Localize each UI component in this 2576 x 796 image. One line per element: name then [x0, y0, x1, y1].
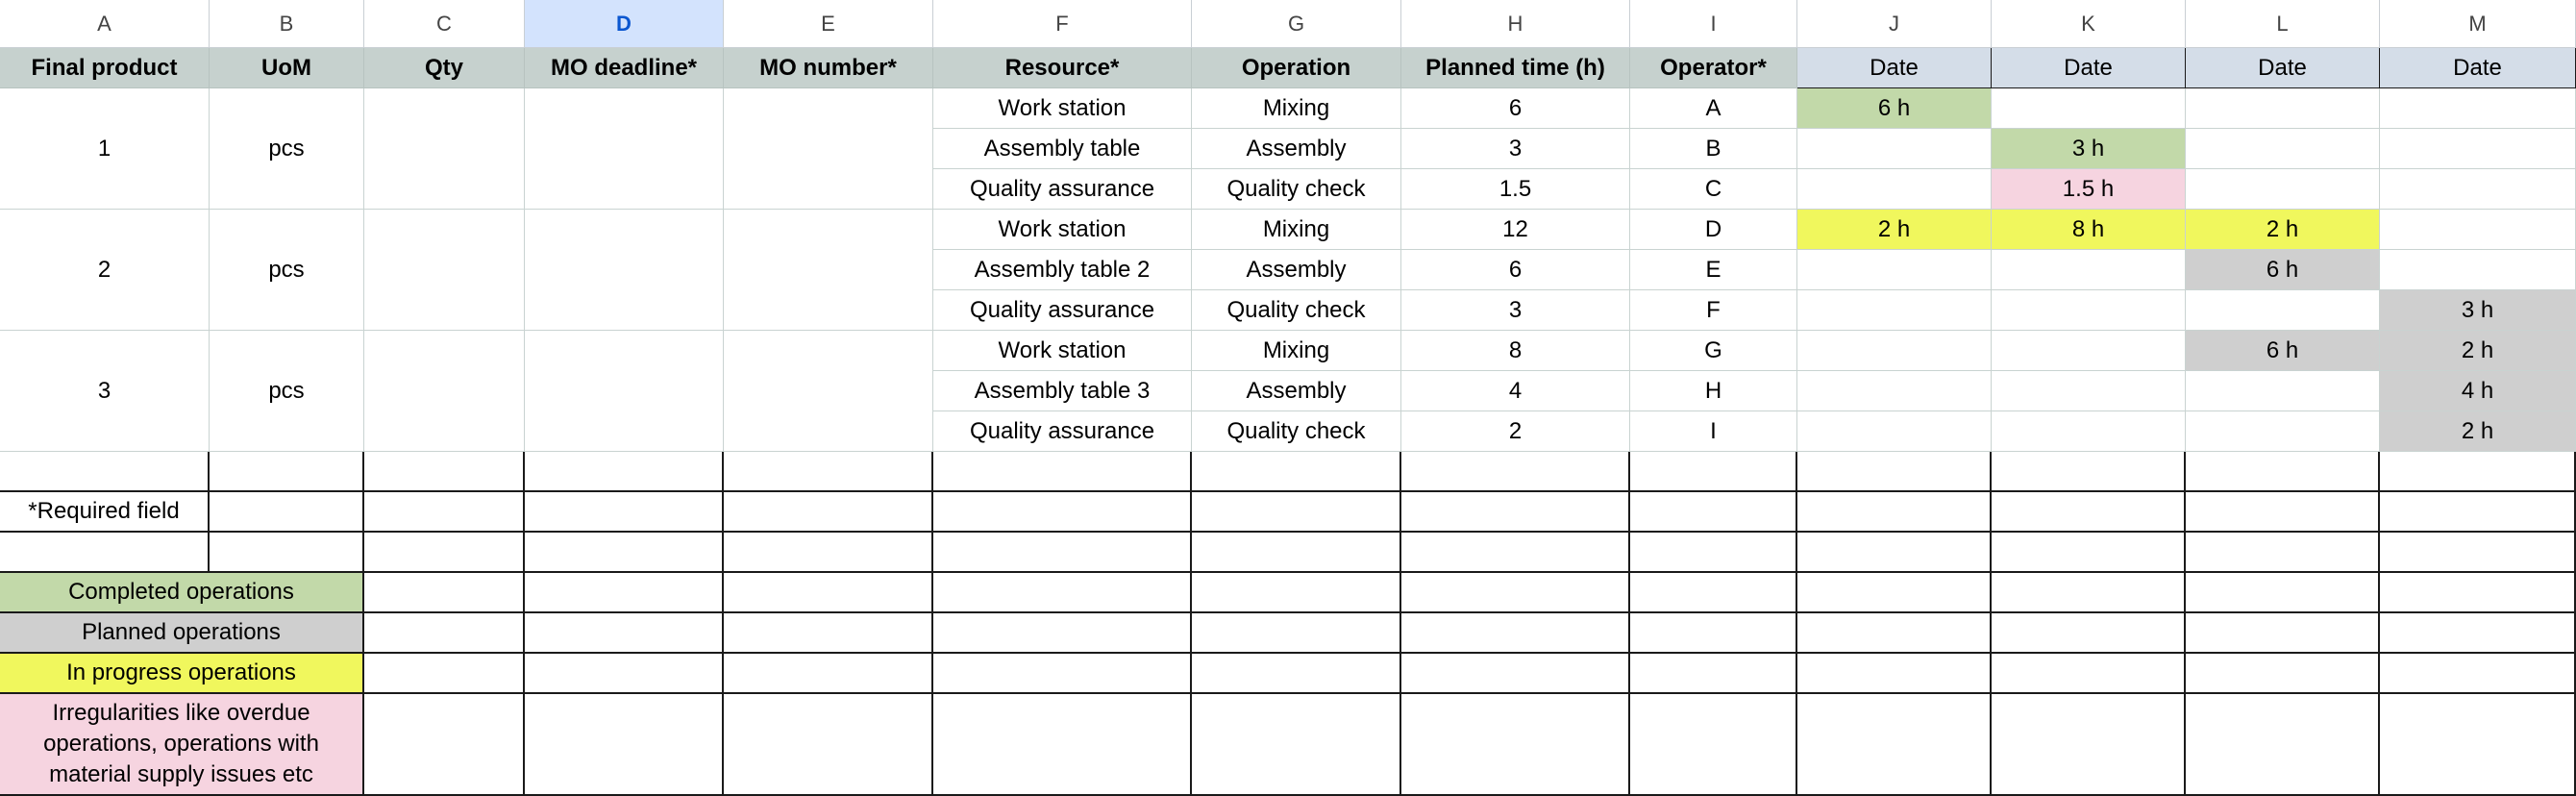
- empty-cell[interactable]: [1992, 533, 2186, 573]
- empty-cell[interactable]: [933, 533, 1192, 573]
- empty-cell[interactable]: [1630, 654, 1797, 694]
- empty-cell[interactable]: [210, 533, 364, 573]
- empty-cell[interactable]: [2186, 654, 2380, 694]
- operation-operator-cell[interactable]: D: [1630, 210, 1797, 250]
- empty-cell[interactable]: [2186, 694, 2380, 796]
- empty-cell[interactable]: [364, 452, 525, 492]
- schedule-cell[interactable]: [1797, 371, 1992, 411]
- product-qty-cell[interactable]: [364, 88, 525, 210]
- empty-cell[interactable]: [2380, 573, 2576, 613]
- empty-cell[interactable]: [1797, 533, 1992, 573]
- schedule-cell[interactable]: [2380, 250, 2576, 290]
- schedule-cell[interactable]: [1797, 250, 1992, 290]
- schedule-cell[interactable]: [2186, 169, 2380, 210]
- operation-operation-cell[interactable]: Quality check: [1192, 411, 1401, 452]
- empty-cell[interactable]: [724, 613, 933, 654]
- product-mo-deadline-cell[interactable]: [525, 331, 724, 452]
- empty-cell[interactable]: [933, 654, 1192, 694]
- operation-resource-cell[interactable]: Assembly table: [933, 129, 1192, 169]
- product-qty-cell[interactable]: [364, 331, 525, 452]
- schedule-cell[interactable]: [1992, 250, 2186, 290]
- schedule-cell[interactable]: 4 h: [2380, 371, 2576, 411]
- empty-cell[interactable]: [2380, 452, 2576, 492]
- product-mo-deadline-cell[interactable]: [525, 210, 724, 331]
- operation-operator-cell[interactable]: I: [1630, 411, 1797, 452]
- empty-cell[interactable]: [1992, 452, 2186, 492]
- empty-cell[interactable]: [2380, 694, 2576, 796]
- column-header-e[interactable]: E: [724, 0, 933, 48]
- empty-cell[interactable]: [933, 613, 1192, 654]
- empty-cell[interactable]: [210, 452, 364, 492]
- operation-resource-cell[interactable]: Work station: [933, 331, 1192, 371]
- product-mo-number-cell[interactable]: [724, 210, 933, 331]
- schedule-cell[interactable]: [1992, 411, 2186, 452]
- empty-cell[interactable]: [1192, 613, 1401, 654]
- header-cell[interactable]: Date: [2186, 48, 2380, 88]
- empty-cell[interactable]: [1797, 573, 1992, 613]
- operation-planned-time-cell[interactable]: 3: [1401, 290, 1630, 331]
- operation-planned-time-cell[interactable]: 2: [1401, 411, 1630, 452]
- column-header-a[interactable]: A: [0, 0, 210, 48]
- empty-cell[interactable]: [1401, 492, 1630, 533]
- product-final-product-cell[interactable]: 1: [0, 88, 210, 210]
- empty-cell[interactable]: [525, 452, 724, 492]
- schedule-cell[interactable]: 3 h: [2380, 290, 2576, 331]
- empty-cell[interactable]: [1630, 492, 1797, 533]
- schedule-cell[interactable]: 6 h: [2186, 331, 2380, 371]
- operation-operation-cell[interactable]: Assembly: [1192, 371, 1401, 411]
- column-header-f[interactable]: F: [933, 0, 1192, 48]
- header-cell[interactable]: Planned time (h): [1401, 48, 1630, 88]
- operation-operation-cell[interactable]: Mixing: [1192, 210, 1401, 250]
- operation-resource-cell[interactable]: Quality assurance: [933, 411, 1192, 452]
- operation-resource-cell[interactable]: Quality assurance: [933, 169, 1192, 210]
- product-qty-cell[interactable]: [364, 210, 525, 331]
- product-final-product-cell[interactable]: 2: [0, 210, 210, 331]
- header-cell[interactable]: Operation: [1192, 48, 1401, 88]
- operation-operator-cell[interactable]: F: [1630, 290, 1797, 331]
- schedule-cell[interactable]: [1992, 290, 2186, 331]
- operation-operator-cell[interactable]: B: [1630, 129, 1797, 169]
- empty-cell[interactable]: [1630, 613, 1797, 654]
- operation-operation-cell[interactable]: Assembly: [1192, 129, 1401, 169]
- schedule-cell[interactable]: [1992, 331, 2186, 371]
- empty-cell[interactable]: [210, 492, 364, 533]
- header-cell[interactable]: Qty: [364, 48, 525, 88]
- empty-cell[interactable]: [364, 613, 525, 654]
- operation-resource-cell[interactable]: Quality assurance: [933, 290, 1192, 331]
- empty-cell[interactable]: [1992, 613, 2186, 654]
- product-uom-cell[interactable]: pcs: [210, 210, 364, 331]
- schedule-cell[interactable]: 2 h: [2186, 210, 2380, 250]
- empty-cell[interactable]: [1401, 573, 1630, 613]
- column-header-j[interactable]: J: [1797, 0, 1992, 48]
- empty-cell[interactable]: [2380, 613, 2576, 654]
- header-cell[interactable]: MO deadline*: [525, 48, 724, 88]
- column-header-l[interactable]: L: [2186, 0, 2380, 48]
- operation-planned-time-cell[interactable]: 1.5: [1401, 169, 1630, 210]
- product-mo-number-cell[interactable]: [724, 331, 933, 452]
- schedule-cell[interactable]: [1797, 411, 1992, 452]
- operation-planned-time-cell[interactable]: 4: [1401, 371, 1630, 411]
- empty-cell[interactable]: [1192, 573, 1401, 613]
- empty-cell[interactable]: [525, 533, 724, 573]
- schedule-cell[interactable]: [2186, 290, 2380, 331]
- schedule-cell[interactable]: 6 h: [2186, 250, 2380, 290]
- header-cell[interactable]: Date: [1797, 48, 1992, 88]
- operation-operator-cell[interactable]: H: [1630, 371, 1797, 411]
- empty-cell[interactable]: [724, 533, 933, 573]
- empty-cell[interactable]: [2380, 492, 2576, 533]
- empty-cell[interactable]: [724, 452, 933, 492]
- operation-planned-time-cell[interactable]: 8: [1401, 331, 1630, 371]
- operation-operator-cell[interactable]: C: [1630, 169, 1797, 210]
- legend-irregular: Irregularities like overdue operations, operations with material supply issues etc: [0, 694, 364, 796]
- column-header-d[interactable]: D: [525, 0, 724, 48]
- schedule-cell[interactable]: [2186, 371, 2380, 411]
- empty-cell[interactable]: [364, 573, 525, 613]
- empty-cell[interactable]: [525, 654, 724, 694]
- schedule-cell[interactable]: 2 h: [1797, 210, 1992, 250]
- empty-cell[interactable]: [525, 613, 724, 654]
- empty-cell[interactable]: [724, 492, 933, 533]
- empty-cell[interactable]: [1401, 654, 1630, 694]
- empty-cell[interactable]: [1401, 452, 1630, 492]
- column-header-c[interactable]: C: [364, 0, 525, 48]
- schedule-cell[interactable]: [2186, 129, 2380, 169]
- required-field-note: *Required field: [0, 492, 210, 533]
- empty-cell[interactable]: [1992, 694, 2186, 796]
- column-header-k[interactable]: K: [1992, 0, 2186, 48]
- empty-cell[interactable]: [1630, 573, 1797, 613]
- operation-operation-cell[interactable]: Mixing: [1192, 331, 1401, 371]
- schedule-cell[interactable]: [2186, 411, 2380, 452]
- operation-operator-cell[interactable]: E: [1630, 250, 1797, 290]
- operation-resource-cell[interactable]: Work station: [933, 210, 1192, 250]
- header-cell[interactable]: Operator*: [1630, 48, 1797, 88]
- schedule-cell[interactable]: 6 h: [1797, 88, 1992, 129]
- empty-cell[interactable]: [1797, 492, 1992, 533]
- empty-cell[interactable]: [1401, 613, 1630, 654]
- header-cell[interactable]: UoM: [210, 48, 364, 88]
- empty-cell[interactable]: [1797, 613, 1992, 654]
- empty-cell[interactable]: [2186, 492, 2380, 533]
- empty-cell[interactable]: [724, 694, 933, 796]
- schedule-cell[interactable]: [2380, 88, 2576, 129]
- legend-progress: In progress operations: [0, 654, 364, 694]
- schedule-cell[interactable]: [1797, 129, 1992, 169]
- column-header-g[interactable]: G: [1192, 0, 1401, 48]
- operation-operator-cell[interactable]: G: [1630, 331, 1797, 371]
- empty-cell[interactable]: [933, 452, 1192, 492]
- operation-planned-time-cell[interactable]: 12: [1401, 210, 1630, 250]
- product-uom-cell[interactable]: pcs: [210, 88, 364, 210]
- empty-cell[interactable]: [1192, 452, 1401, 492]
- operation-operation-cell[interactable]: Assembly: [1192, 250, 1401, 290]
- column-header-b[interactable]: B: [210, 0, 364, 48]
- empty-cell[interactable]: [1992, 654, 2186, 694]
- schedule-cell[interactable]: 8 h: [1992, 210, 2186, 250]
- operation-planned-time-cell[interactable]: 6: [1401, 88, 1630, 129]
- header-cell[interactable]: Date: [2380, 48, 2576, 88]
- empty-cell[interactable]: [2186, 613, 2380, 654]
- column-header-i[interactable]: I: [1630, 0, 1797, 48]
- header-cell[interactable]: Date: [1992, 48, 2186, 88]
- empty-cell[interactable]: [724, 573, 933, 613]
- operation-resource-cell[interactable]: Assembly table 2: [933, 250, 1192, 290]
- empty-cell[interactable]: [1797, 694, 1992, 796]
- empty-cell[interactable]: [525, 573, 724, 613]
- empty-cell[interactable]: [933, 492, 1192, 533]
- empty-cell[interactable]: [933, 694, 1192, 796]
- operation-operator-cell[interactable]: A: [1630, 88, 1797, 129]
- operation-operation-cell[interactable]: Mixing: [1192, 88, 1401, 129]
- empty-cell[interactable]: [2186, 573, 2380, 613]
- empty-cell[interactable]: [364, 654, 525, 694]
- empty-cell[interactable]: [2186, 452, 2380, 492]
- product-uom-cell[interactable]: pcs: [210, 331, 364, 452]
- schedule-cell[interactable]: [1992, 371, 2186, 411]
- empty-cell[interactable]: [1992, 573, 2186, 613]
- schedule-cell[interactable]: [2186, 88, 2380, 129]
- empty-cell[interactable]: [1401, 533, 1630, 573]
- empty-cell[interactable]: [1192, 492, 1401, 533]
- empty-cell[interactable]: [1992, 492, 2186, 533]
- empty-cell[interactable]: [1630, 452, 1797, 492]
- empty-cell[interactable]: [0, 533, 210, 573]
- operation-resource-cell[interactable]: Work station: [933, 88, 1192, 129]
- header-cell[interactable]: Final product: [0, 48, 210, 88]
- operation-operation-cell[interactable]: Quality check: [1192, 169, 1401, 210]
- column-header-h[interactable]: H: [1401, 0, 1630, 48]
- empty-cell[interactable]: [1630, 694, 1797, 796]
- product-final-product-cell[interactable]: 3: [0, 331, 210, 452]
- schedule-cell[interactable]: 3 h: [1992, 129, 2186, 169]
- schedule-cell[interactable]: [1797, 290, 1992, 331]
- operation-operation-cell[interactable]: Quality check: [1192, 290, 1401, 331]
- schedule-cell[interactable]: [2380, 129, 2576, 169]
- product-mo-number-cell[interactable]: [724, 88, 933, 210]
- empty-cell[interactable]: [1797, 654, 1992, 694]
- empty-cell[interactable]: [1192, 533, 1401, 573]
- empty-cell[interactable]: [724, 654, 933, 694]
- empty-cell[interactable]: [1797, 452, 1992, 492]
- empty-cell[interactable]: [2186, 533, 2380, 573]
- empty-cell[interactable]: [0, 452, 210, 492]
- empty-cell[interactable]: [2380, 654, 2576, 694]
- empty-cell[interactable]: [525, 492, 724, 533]
- schedule-cell[interactable]: [1797, 331, 1992, 371]
- schedule-cell[interactable]: [1797, 169, 1992, 210]
- header-cell[interactable]: MO number*: [724, 48, 933, 88]
- operation-resource-cell[interactable]: Assembly table 3: [933, 371, 1192, 411]
- empty-cell[interactable]: [364, 694, 525, 796]
- product-mo-deadline-cell[interactable]: [525, 88, 724, 210]
- empty-cell[interactable]: [364, 533, 525, 573]
- schedule-cell[interactable]: 2 h: [2380, 411, 2576, 452]
- empty-cell[interactable]: [1192, 694, 1401, 796]
- schedule-cell[interactable]: [2380, 169, 2576, 210]
- empty-cell[interactable]: [1630, 533, 1797, 573]
- operation-planned-time-cell[interactable]: 3: [1401, 129, 1630, 169]
- schedule-cell[interactable]: [2380, 210, 2576, 250]
- empty-cell[interactable]: [1192, 654, 1401, 694]
- legend-planned: Planned operations: [0, 613, 364, 654]
- empty-cell[interactable]: [933, 573, 1192, 613]
- empty-cell[interactable]: [1401, 694, 1630, 796]
- column-header-m[interactable]: M: [2380, 0, 2576, 48]
- schedule-cell[interactable]: 2 h: [2380, 331, 2576, 371]
- legend-completed: Completed operations: [0, 573, 364, 613]
- header-cell[interactable]: Resource*: [933, 48, 1192, 88]
- schedule-cell[interactable]: 1.5 h: [1992, 169, 2186, 210]
- operation-planned-time-cell[interactable]: 6: [1401, 250, 1630, 290]
- schedule-cell[interactable]: [1992, 88, 2186, 129]
- empty-cell[interactable]: [525, 694, 724, 796]
- empty-cell[interactable]: [2380, 533, 2576, 573]
- empty-cell[interactable]: [364, 492, 525, 533]
